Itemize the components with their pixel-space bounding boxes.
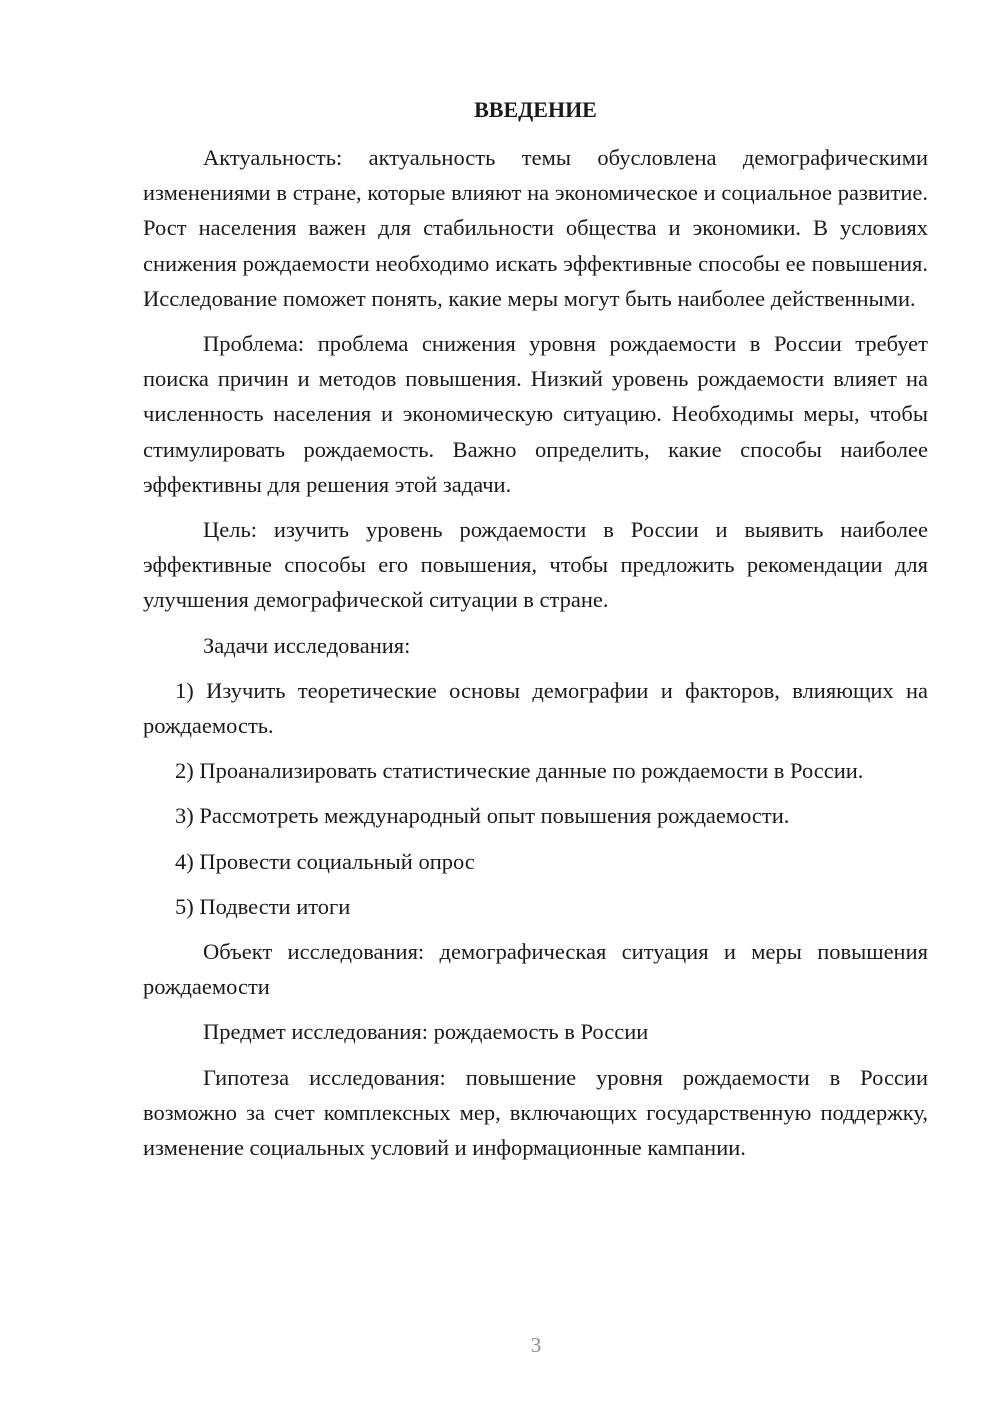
paragraph-object: Объект исследования: демографическая ситуация и меры повышения рождаемости bbox=[143, 939, 928, 1000]
paragraph-goal: Цель: изучить уровень рождаемости в России и выявить наиболее эффективные способы его повышения, чтобы предложить рекомендации для улучшения демографической ситуации в стране. bbox=[143, 517, 928, 613]
paragraph-subject: Предмет исследования: рождаемость в России bbox=[203, 1019, 649, 1045]
section-title: ВВЕДЕНИЕ bbox=[474, 97, 597, 122]
document-page bbox=[143, 92, 928, 1175]
list-item: 4) Провести социальный опрос bbox=[175, 848, 475, 874]
page-number: 3 bbox=[530, 1333, 542, 1357]
list-item: 1) Изучить теоретические основы демографии и факторов, влияющих на рождаемость. bbox=[143, 677, 928, 739]
list-item: 3) Рассмотреть международный опыт повышения рождаемости. bbox=[175, 803, 790, 829]
tasks-heading: Задачи исследования: bbox=[203, 632, 411, 658]
tasks-list bbox=[143, 673, 928, 924]
paragraph-problem: Проблема: проблема снижения уровня рождаемости в России требует поиска причин и методов повышения. Низкий уровень рождаемости влияет на численность населения и экономическую ситуацию. Необходимы меры, чтобы стимулировать рождаемость. Важно определить, какие способы наиболее эффективны для решения этой задачи. bbox=[143, 331, 928, 497]
list-item: 2) Проанализировать статистические данные по рождаемости в России. bbox=[175, 758, 864, 784]
list-item: 5) Подвести итоги bbox=[175, 893, 351, 919]
paragraph-relevance: Актуальность: актуальность темы обусловлена демографическими изменениями в стране, которые влияют на экономическое и социальное развитие. Рост населения важен для стабильности общества и экономики. В условиях снижения рождаемости необходимо искать эффективные способы ее повышения. Исследование поможет понять, какие меры могут быть наиболее действенными. bbox=[143, 145, 928, 311]
paragraph-hypothesis: Гипотеза исследования: повышение уровня рождаемости в России возможно за счет комплексных мер, включающих государственную поддержку, изменение социальных условий и информационные кампании. bbox=[143, 1064, 928, 1161]
